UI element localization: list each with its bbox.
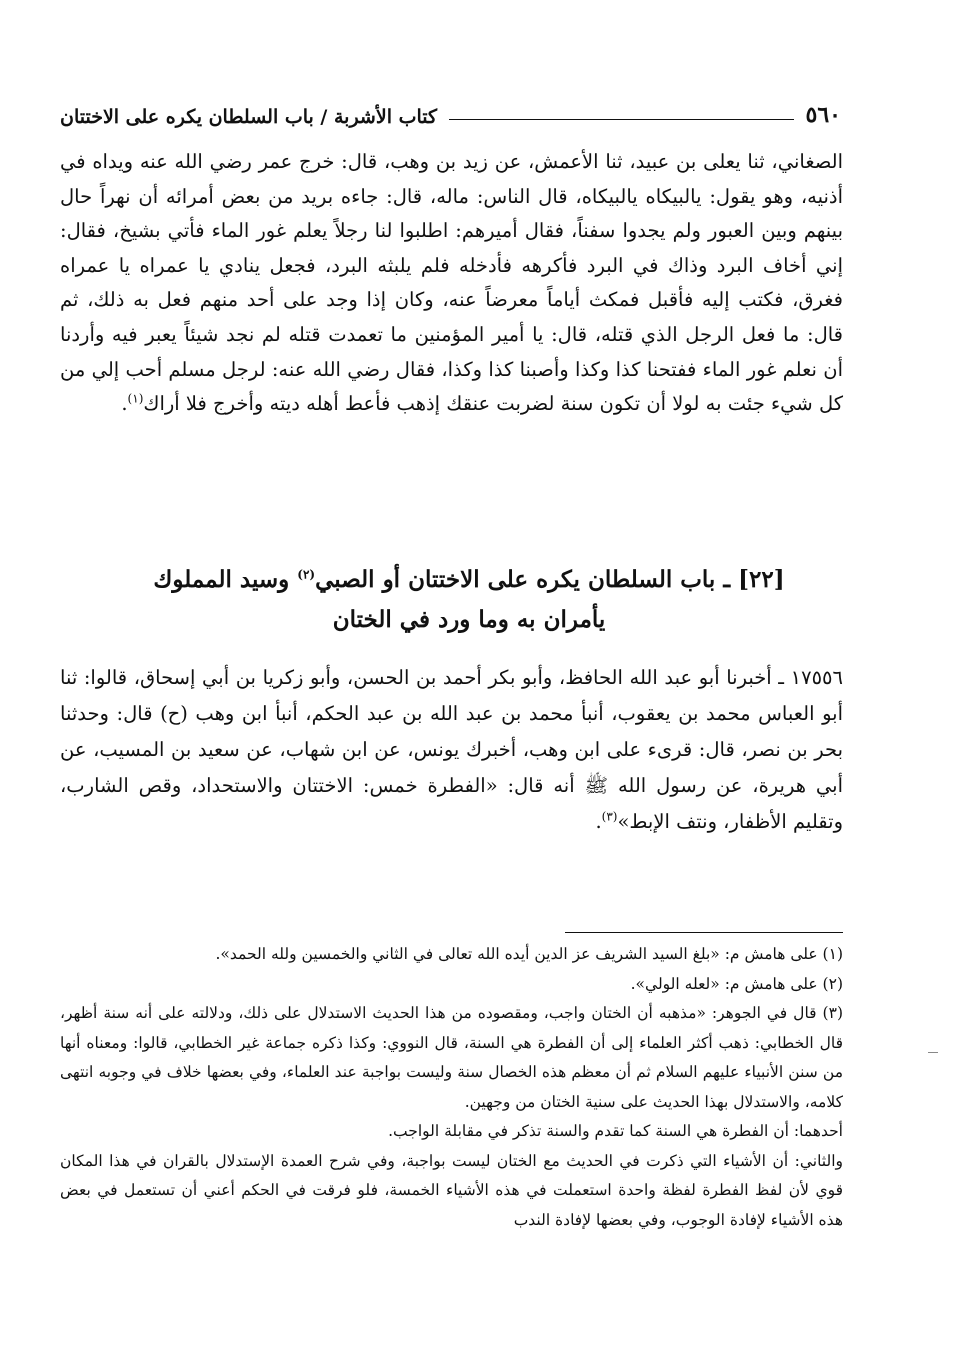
- hadith-text: ١٧٥٥٦ ـ أخبرنا أبو عبد الله الحافظ، وأبو بكر أحمد بن الحسن، وأبو زكريا بن أبي إسحاق، قالوا: ثنا أبو العباس محمد بن يعقوب، أنبأ محمد بن عبد الله بن عبد الحكم، أنبأ ابن وهب (ح) قال: وحدثنا بحر بن نصر، قال: قرىء على ابن وهب، أخبرك يونس، عن ابن شهاب، عن سعيد بن المسيب، عن أبي هريرة، عن رسول الله ﷺ أنه قال: «الفطرة خمس: الاختتان والاستحداد، وقص الشارب، وتقليم الأظفار، ونتف الإبط»: [60, 666, 843, 833]
- header-rule: [449, 119, 794, 120]
- footnote-3: (٣) قال في الجوهر: «مذهبه أن الختان واجب، ومقصوده من هذا الحديث الاستدلال على ذلك، ودلالته على أنه سنة أظهر، قال الخطابي: ذهب أكثر العلماء إلى أن الفطرة هي السنة، قال النووي: وكذا ذكره جماعة غير الخطابي، قالوا: ومعناه أنها من سنن الأنبياء عليهم السلام ثم أن معظم هذه الخصال سنة وليست بواجبة عند العلماء، وفي بعضها خلاف في وجوبه انتهى كلامه، والاستدلال بهذا الحديث على سنية الختان من وجهين.: [60, 1004, 843, 1111]
- footnote-ref-2: (٢): [297, 567, 316, 582]
- chapter-title-prefix: [٢٢] ـ باب السلطان يكره على الاختتان أو الصبي: [315, 566, 785, 593]
- footnote-ref-1: (١): [127, 391, 144, 406]
- running-title: كتاب الأشربة / باب السلطان يكره على الاختتان: [60, 106, 438, 128]
- footnote-1: (١) على هامش م: «بلغ السيد الشريف عز الدين أيده الله تعالى في الثاني والخمسين ولله الحمد».: [215, 945, 843, 963]
- chapter-heading: [95, 560, 843, 640]
- margin-mark: [928, 1052, 938, 1053]
- chapter-heading-line-2: يأمران به وما ورد في الختان: [332, 606, 606, 633]
- hadith-paragraph: [60, 660, 843, 840]
- chapter-heading-line-1: [95, 560, 843, 600]
- footnotes: [60, 940, 843, 1235]
- page-header: [60, 92, 841, 128]
- chapter-title-suffix: وسيد المملوك: [153, 566, 298, 593]
- footnote-3-continuation-2: والثاني: أن الأشياء التي ذكرت في الحديث مع الختان ليست بواجبة، وفي شرح العمدة الإستدلال بالقران في هذا المكان قوي لأن لفظ الفطرة لفظة واحدة استعملت في هذه الأشياء الخمسة، فلو فرقت في الحكم أعني أن تستعمل في بعض هذه الأشياء لإفادة الوجوب، وفي بعضها لإفادة الندب: [60, 1151, 843, 1229]
- body-end: .: [121, 392, 128, 416]
- footnote-separator: [565, 932, 843, 933]
- body-paragraph: [60, 145, 843, 422]
- main-text: [60, 145, 843, 422]
- footnote-3-continuation-1: أحدهما: أن الفطرة هي السنة كما تقدم والسنة تذكر في مقابلة الواجب.: [388, 1122, 843, 1140]
- footnote-2: (٢) على هامش م: «لعله الولي».: [630, 974, 843, 993]
- hadith-end: .: [595, 810, 602, 833]
- hadith-block: [60, 660, 843, 840]
- page-number: ٥٦٠: [805, 102, 841, 128]
- body-text: الصغاني، ثنا يعلى بن عبيد، ثنا الأعمش، عن زيد بن وهب، قال: خرج عمر رضي الله عنه ويداه في أذنيه، وهو يقول: يالبيكاه يالبيكاه، قال الناس: ماله، قال: جاءه بريد من بعض أمرائه أن نهراً حال بينهم وبين العبور ولم يجدوا سفناً، فقال أميرهم: اطلبوا لنا رجلاً يعلم غور الماء فأتي بشيخ، فقال: إني أخاف البرد وذاك في البرد فأكرهه فأدخله فلم يلبثه البرد، فجعل ينادي يا عمراه يا عمراه فغرق، فكتب إليه فأقبل فمكث أياماً معرضاً عنه، وكان إذا وجد على أحد منهم فعل به ذلك، ثم قال: ما فعل الرجل الذي قتله، قال: يا أمير المؤمنين ما تعمدت قتله لم نجد شيئاً يعبر فيه وأردنا أن نعلم غور الماء ففتحنا كذا وكذا وأصبنا كذا وكذا، فقال رضي الله عنه: لرجل مسلم أحب إلي من كل شيء جئت به لولا أن تكون سنة لضربت عنقك إذهب فأعط أهله ديته وأخرج فلا أراك: [60, 150, 843, 416]
- footnote-ref-3: (٣): [601, 809, 618, 824]
